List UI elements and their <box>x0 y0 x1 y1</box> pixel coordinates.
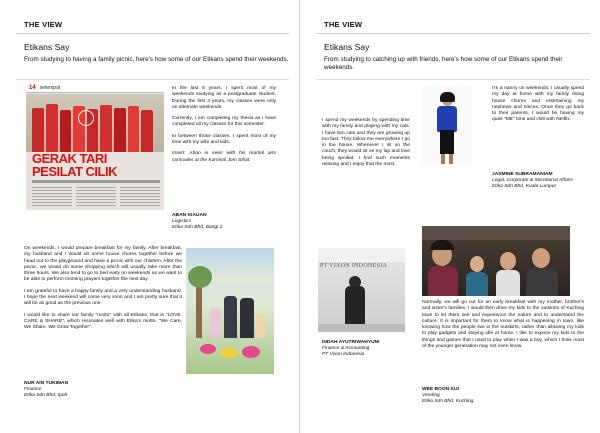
author-role: Finance & Accounting <box>322 346 370 352</box>
newspaper-masthead <box>26 84 164 93</box>
byline-wee-boon-kui <box>422 387 473 405</box>
person-figure <box>114 108 126 152</box>
story-paragraph: I am grateful to have a happy family and a very understanding husband. I hope the next weekend will come very soon and I am pretty sure that it will be as good as the previous one. <box>24 288 182 307</box>
person-figure <box>141 110 153 152</box>
byline-aban <box>172 213 222 231</box>
intro-divider <box>16 79 289 80</box>
newspaper-column <box>76 187 116 207</box>
author-name: INDAH AYUTRIWAHYUNI <box>322 340 380 345</box>
story-paragraph: I would like to share our family "motto" with all Etikans; that is "LOVE, CARE & SHARE", which resonates well with Etika's motto, "We Care. We Share. We Grow Together". <box>24 312 182 331</box>
story-text-indah <box>322 118 410 173</box>
person-figure <box>240 298 254 338</box>
author-company: Etika Sdn Bhd, Bangi 2 <box>172 225 223 231</box>
person-figure <box>345 286 365 326</box>
section-intro: From studying to having a family picnic, here's how some of our Etikans spend their weekends. <box>24 56 289 63</box>
author-company: Etika Sdn Bhd, Kuala Lumpur <box>492 184 557 190</box>
header-divider <box>16 33 289 34</box>
story-paragraph: In between those classes, I spent most of my time with my wife and kids. <box>172 133 276 146</box>
shirt <box>526 268 558 296</box>
author-name: WEE BOON KUI <box>422 387 459 392</box>
person-figure <box>60 110 71 152</box>
family-picnic-photo <box>186 248 274 374</box>
shirt <box>466 272 488 296</box>
black-skirt <box>440 130 454 154</box>
author-name: JASMINE SUBRAMANIAM <box>492 172 553 177</box>
person-figure <box>128 106 139 152</box>
author-name: ABAN KIAUAN <box>172 213 207 218</box>
person-figure <box>256 314 265 338</box>
header-divider <box>316 33 590 34</box>
person-figure <box>100 105 112 152</box>
byline-nur-ain <box>24 381 68 399</box>
person-figure <box>46 104 58 152</box>
hair <box>440 92 455 102</box>
jasmine-portrait-photo <box>422 86 472 166</box>
right-page <box>300 0 600 433</box>
story-paragraph: I'm a nanny on weekends. I usually spend my day at home with my family doing house chores and entertaining my nephews and nieces. Once they go back to their parents, I would be having my quiet "ME" time and chill with Netflix. <box>492 86 584 123</box>
story-text-wee-boon-kui <box>422 300 584 355</box>
story-paragraph: I spend my weekends by spending time with my family and playing with my cats. I have two cats and they are growing up too fast. They follow me everywhere I go in the house. Whenever I sit on the couch, they would sit on my lap and love being spoiled. I find such moments relaxing and I enjoy that the most. <box>322 118 410 168</box>
headline-line: PESILAT CILIK <box>32 164 117 179</box>
page-header: THE VIEW <box>324 20 363 29</box>
author-company: Etika Sdn Bhd, Kuching <box>422 399 474 405</box>
newspaper-column <box>120 187 160 207</box>
face <box>500 252 516 270</box>
author-company: Etika Sdn Bhd, Ipoh <box>24 393 68 399</box>
car-roof <box>422 226 570 240</box>
newspaper-column <box>32 187 72 207</box>
flower-bed <box>200 344 216 354</box>
company-sign: PT VIXON INDONESIA <box>320 263 388 269</box>
shirt <box>428 266 458 296</box>
face <box>532 248 550 268</box>
author-name: NUR AIN TUKIMAN <box>24 381 69 386</box>
vixon-office-photo <box>318 248 405 332</box>
byline-jasmine <box>492 172 588 190</box>
shirt <box>496 270 520 296</box>
story-text-jasmine <box>492 86 584 129</box>
tree-canopy <box>188 266 212 288</box>
author-role: Logistics <box>172 219 192 225</box>
newspaper-page-number: 14 <box>29 85 36 91</box>
section-title: Etikans Say <box>324 42 370 52</box>
newspaper-subheading <box>32 180 160 183</box>
hair <box>430 240 454 250</box>
leg <box>441 154 445 164</box>
headline-line: GERAK TARI <box>32 151 107 166</box>
person-figure <box>32 108 44 152</box>
face <box>470 256 484 272</box>
leg <box>449 154 453 164</box>
highlight-circle <box>78 110 94 126</box>
photo-caption: Insert: Aban is seen with his martial arts comrades at the Karnival Jom Sihat. <box>172 151 276 163</box>
flower-bed <box>220 348 238 358</box>
blue-blazer <box>437 106 457 132</box>
byline-indah <box>322 340 380 358</box>
intro-divider <box>316 79 590 80</box>
wall <box>318 248 405 262</box>
newspaper-group-photo <box>26 94 164 152</box>
newspaper-section: setempat <box>39 85 61 91</box>
story-paragraph: Currently, I am completing my thesis as I have completed all my classes for this semester. <box>172 116 276 128</box>
section-title: Etikans Say <box>24 42 70 52</box>
family-car-selfie-photo <box>422 226 570 296</box>
floor <box>318 324 405 332</box>
newspaper-clipping-photo <box>26 84 164 210</box>
author-role: Vending <box>422 393 440 399</box>
story-paragraph: Normally, we will go out for an early breakfast with my mother, brother's and sister's families. I would then drive my kids to the outskirts of Kuching town to let them see and experience the nature and to understand the culture. It is important for them to know what is happening in town, like knowing how the people live in the outskirts, rather than allowing my kids to play gadgets and staying idle at home. I like to expose my kids to the things and games that I used to play when I was a boy, which I think most of the younger generation may not even know. <box>422 300 584 350</box>
author-role: Finance <box>24 387 42 393</box>
person-figure <box>210 308 221 338</box>
flower-bed <box>242 346 260 358</box>
page-header: THE VIEW <box>24 20 63 29</box>
person-figure <box>224 296 237 338</box>
story-paragraph: In the last 5 years, I spent most of my weekends studying as a postgraduate student. During the first 4 years, my classes were only on alternate weekends. <box>172 86 276 110</box>
story-text-nur-ain <box>24 246 182 337</box>
story-text-aban <box>172 86 276 169</box>
newspaper-headline <box>32 152 117 178</box>
section-intro: From studying to catching up with friends, here's how some of our Etikans spend their weekends. <box>324 56 563 71</box>
author-role: Legal, Corporate & Secretarial Affairs <box>492 178 573 184</box>
story-paragraph: On weekends, I would prepare breakfast for my family. After breakfast, my husband and I would do some house chores together before we head out to the playground and have a picnic with our children. After the picnic, we would do some shopping which will usually take more than three hours. We also tend to go to bed early on weekends as we want to be able to perform morning prayers together the next day. <box>24 246 182 283</box>
author-company: PT Vixon Indonesia <box>322 352 365 358</box>
